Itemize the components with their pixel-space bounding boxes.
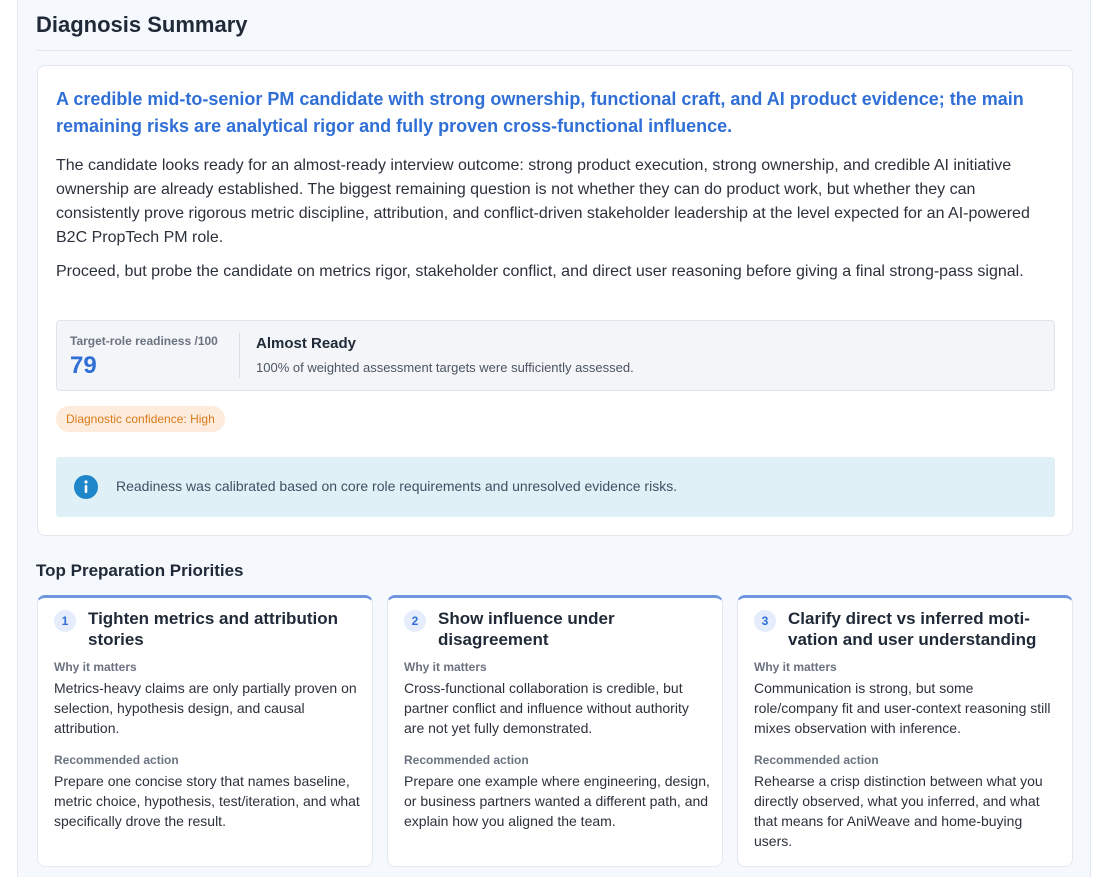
readiness-divider — [239, 333, 240, 378]
readiness-note: 100% of weighted assessment targets were sufficiently assessed. — [256, 360, 634, 375]
summary-paragraph-1: The candidate looks ready for an almost-ready interview outcome: strong product execution, strong ownership, and credible AI initiative ownership are already established. The biggest remaining question is not whether they can do product work, but whether they can consistently prove rigorous metric discipline, attribution, and conflict-driven stakeholder leadership at the level expected for an AI-powered B2C PropTech PM role. — [56, 157, 1030, 246]
summary-paragraph-2: Proceed, but probe the candidate on metrics rigor, stakeholder conflict, and direct user reasoning before giving a final strong-pass signal. — [56, 263, 1024, 280]
readiness-box — [56, 320, 1055, 391]
diagnosis-summary-panel — [17, 0, 1091, 877]
readiness-score-value: 79 — [70, 352, 97, 379]
recommended-action-text: Rehearse a crisp distinction between what you directly observed, what you inferred, and what that means for AniWeave and home-buying users. — [754, 773, 1043, 849]
priority-title: Clarify direct vs inferred motivation and user understanding — [788, 609, 1037, 649]
priority-card — [37, 595, 373, 867]
recommended-action-label: Recommended action — [54, 753, 179, 767]
summary-card — [37, 65, 1073, 536]
priority-title: Show influence under disagreement — [438, 609, 615, 649]
priority-card — [737, 595, 1073, 867]
priority-number-badge: 3 — [754, 610, 776, 632]
why-it-matters-text: Cross-functional collaboration is credible, but partner conflict and influence without authority are not yet fully demonstrated. — [404, 680, 689, 736]
summary-headline: A credible mid-to-senior PM candidate with strong ownership, functional craft, and AI product evidence; the main remaining risks are analytical rigor and fully proven cross-functional influence. — [56, 89, 1024, 136]
readiness-level: Almost Ready — [256, 335, 357, 352]
why-it-matters-label: Why it matters — [404, 660, 487, 674]
info-text: Readiness was calibrated based on core role requirements and unresolved evidence risks. — [116, 478, 678, 494]
confidence-badge: Diagnostic confidence: High — [56, 406, 225, 432]
title-divider — [36, 50, 1072, 51]
why-it-matters-text: Metrics-heavy claims are only partially proven on selection, hypothesis design, and causal attribution. — [54, 680, 357, 736]
info-icon — [74, 475, 98, 499]
recommended-action-text: Prepare one concise story that names baseline, metric choice, hypothesis, test/iteration, and what specifically drove the result. — [54, 773, 360, 829]
priority-number-badge: 1 — [54, 610, 76, 632]
recommended-action-text: Prepare one example where engineering, design, or business partners wanted a different path, and explain how you aligned the team. — [404, 773, 710, 829]
page-title: Diagnosis Summary — [36, 12, 248, 37]
priorities-section-title: Top Preparation Priorities — [36, 561, 244, 580]
priority-title: Tighten metrics and attribution stories — [88, 609, 338, 649]
recommended-action-label: Recommended action — [404, 753, 529, 767]
why-it-matters-label: Why it matters — [754, 660, 837, 674]
info-alert — [56, 457, 1055, 517]
readiness-score-label: Target-role readiness /100 — [70, 334, 218, 348]
why-it-matters-label: Why it matters — [54, 660, 137, 674]
recommended-action-label: Recommended action — [754, 753, 879, 767]
priority-card — [387, 595, 723, 867]
priority-number-badge: 2 — [404, 610, 426, 632]
why-it-matters-text: Communication is strong, but some role/company fit and user-context reasoning still mixes observation with inference. — [754, 680, 1051, 736]
